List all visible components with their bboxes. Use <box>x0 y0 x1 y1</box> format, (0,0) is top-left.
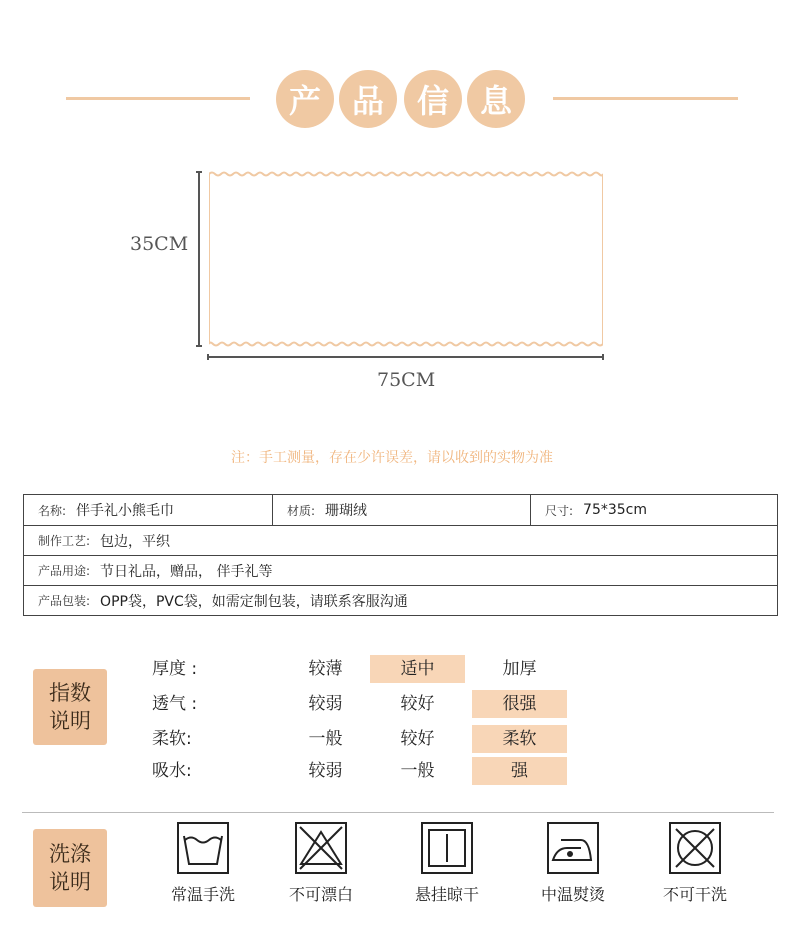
craft-value: 包边，平织 <box>100 533 171 550</box>
package-value: OPP袋，PVC袋，如需定制包装，请联系客服沟通 <box>100 593 408 610</box>
table-row <box>24 525 777 555</box>
towel-outline <box>209 170 603 348</box>
index-option-selected: 很强 <box>472 690 567 718</box>
width-label: 75CM <box>377 369 436 391</box>
index-option-selected: 柔软 <box>472 725 567 753</box>
width-dimension-line <box>207 354 604 360</box>
index-option: 一般 <box>308 729 343 749</box>
table-row <box>24 555 777 585</box>
package-cell <box>24 586 777 615</box>
index-option: 较弱 <box>308 694 343 714</box>
index-row-label: 柔软: <box>152 729 192 749</box>
care-badge-line2: 说明 <box>49 870 91 894</box>
header-line-right <box>553 97 738 100</box>
usage-label: 产品用途: <box>38 564 91 578</box>
care-label: 常温手洗 <box>170 885 235 904</box>
index-row-label: 透气 : <box>152 694 198 714</box>
table-row <box>24 495 777 525</box>
index-row-label: 厚度 : <box>152 659 198 679</box>
index-badge <box>33 669 107 745</box>
material-label: 材质: <box>287 503 316 518</box>
material-value: 珊瑚绒 <box>325 503 368 519</box>
name-value: 伴手礼小熊毛巾 <box>76 503 175 519</box>
index-row-label: 吸水: <box>152 761 192 781</box>
header-char: 品 <box>339 70 397 128</box>
index-option: 加厚 <box>502 659 537 679</box>
height-dimension-line <box>196 171 202 347</box>
usage-value: 节日礼品，赠品， 伴手礼等 <box>100 563 273 580</box>
header-char: 息 <box>467 70 525 128</box>
no-dry-clean-icon <box>669 822 721 874</box>
name-cell <box>24 495 272 525</box>
no-bleach-icon <box>295 822 347 874</box>
size-cell <box>530 495 777 525</box>
header-char: 产 <box>276 70 334 128</box>
height-label: 35CM <box>130 233 189 255</box>
hang-dry-icon <box>421 822 473 874</box>
measurement-note: 注：手工测量，存在少许误差，请以收到的实物为准 <box>231 450 553 466</box>
header-char: 信 <box>404 70 462 128</box>
iron-medium-icon <box>547 822 599 874</box>
index-option: 较薄 <box>308 659 343 679</box>
name-label: 名称: <box>38 503 67 518</box>
index-option: 较弱 <box>308 761 343 781</box>
care-badge-line1: 洗涤 <box>49 842 91 866</box>
care-badge <box>33 829 107 907</box>
craft-label: 制作工艺: <box>38 534 91 548</box>
size-label: 尺寸: <box>545 503 574 518</box>
care-label: 中温熨烫 <box>540 885 605 904</box>
usage-cell <box>24 556 777 585</box>
index-option: 较好 <box>400 729 435 749</box>
care-label: 不可漂白 <box>288 885 353 904</box>
package-label: 产品包装: <box>38 594 91 608</box>
index-option-selected: 适中 <box>370 655 465 683</box>
index-badge-line2: 说明 <box>49 709 91 733</box>
craft-cell <box>24 526 777 555</box>
index-option-selected: 强 <box>472 757 567 785</box>
care-label: 不可干洗 <box>662 885 727 904</box>
index-option: 一般 <box>400 761 435 781</box>
material-cell <box>272 495 530 525</box>
hand-wash-icon <box>177 822 229 874</box>
header-line-left <box>66 97 250 100</box>
section-divider <box>22 812 774 813</box>
table-row <box>24 585 777 615</box>
care-label: 悬挂晾干 <box>414 885 479 904</box>
product-info-table <box>23 494 778 616</box>
size-value: 75*35cm <box>583 502 648 518</box>
index-option: 较好 <box>400 694 435 714</box>
index-badge-line1: 指数 <box>49 681 91 705</box>
